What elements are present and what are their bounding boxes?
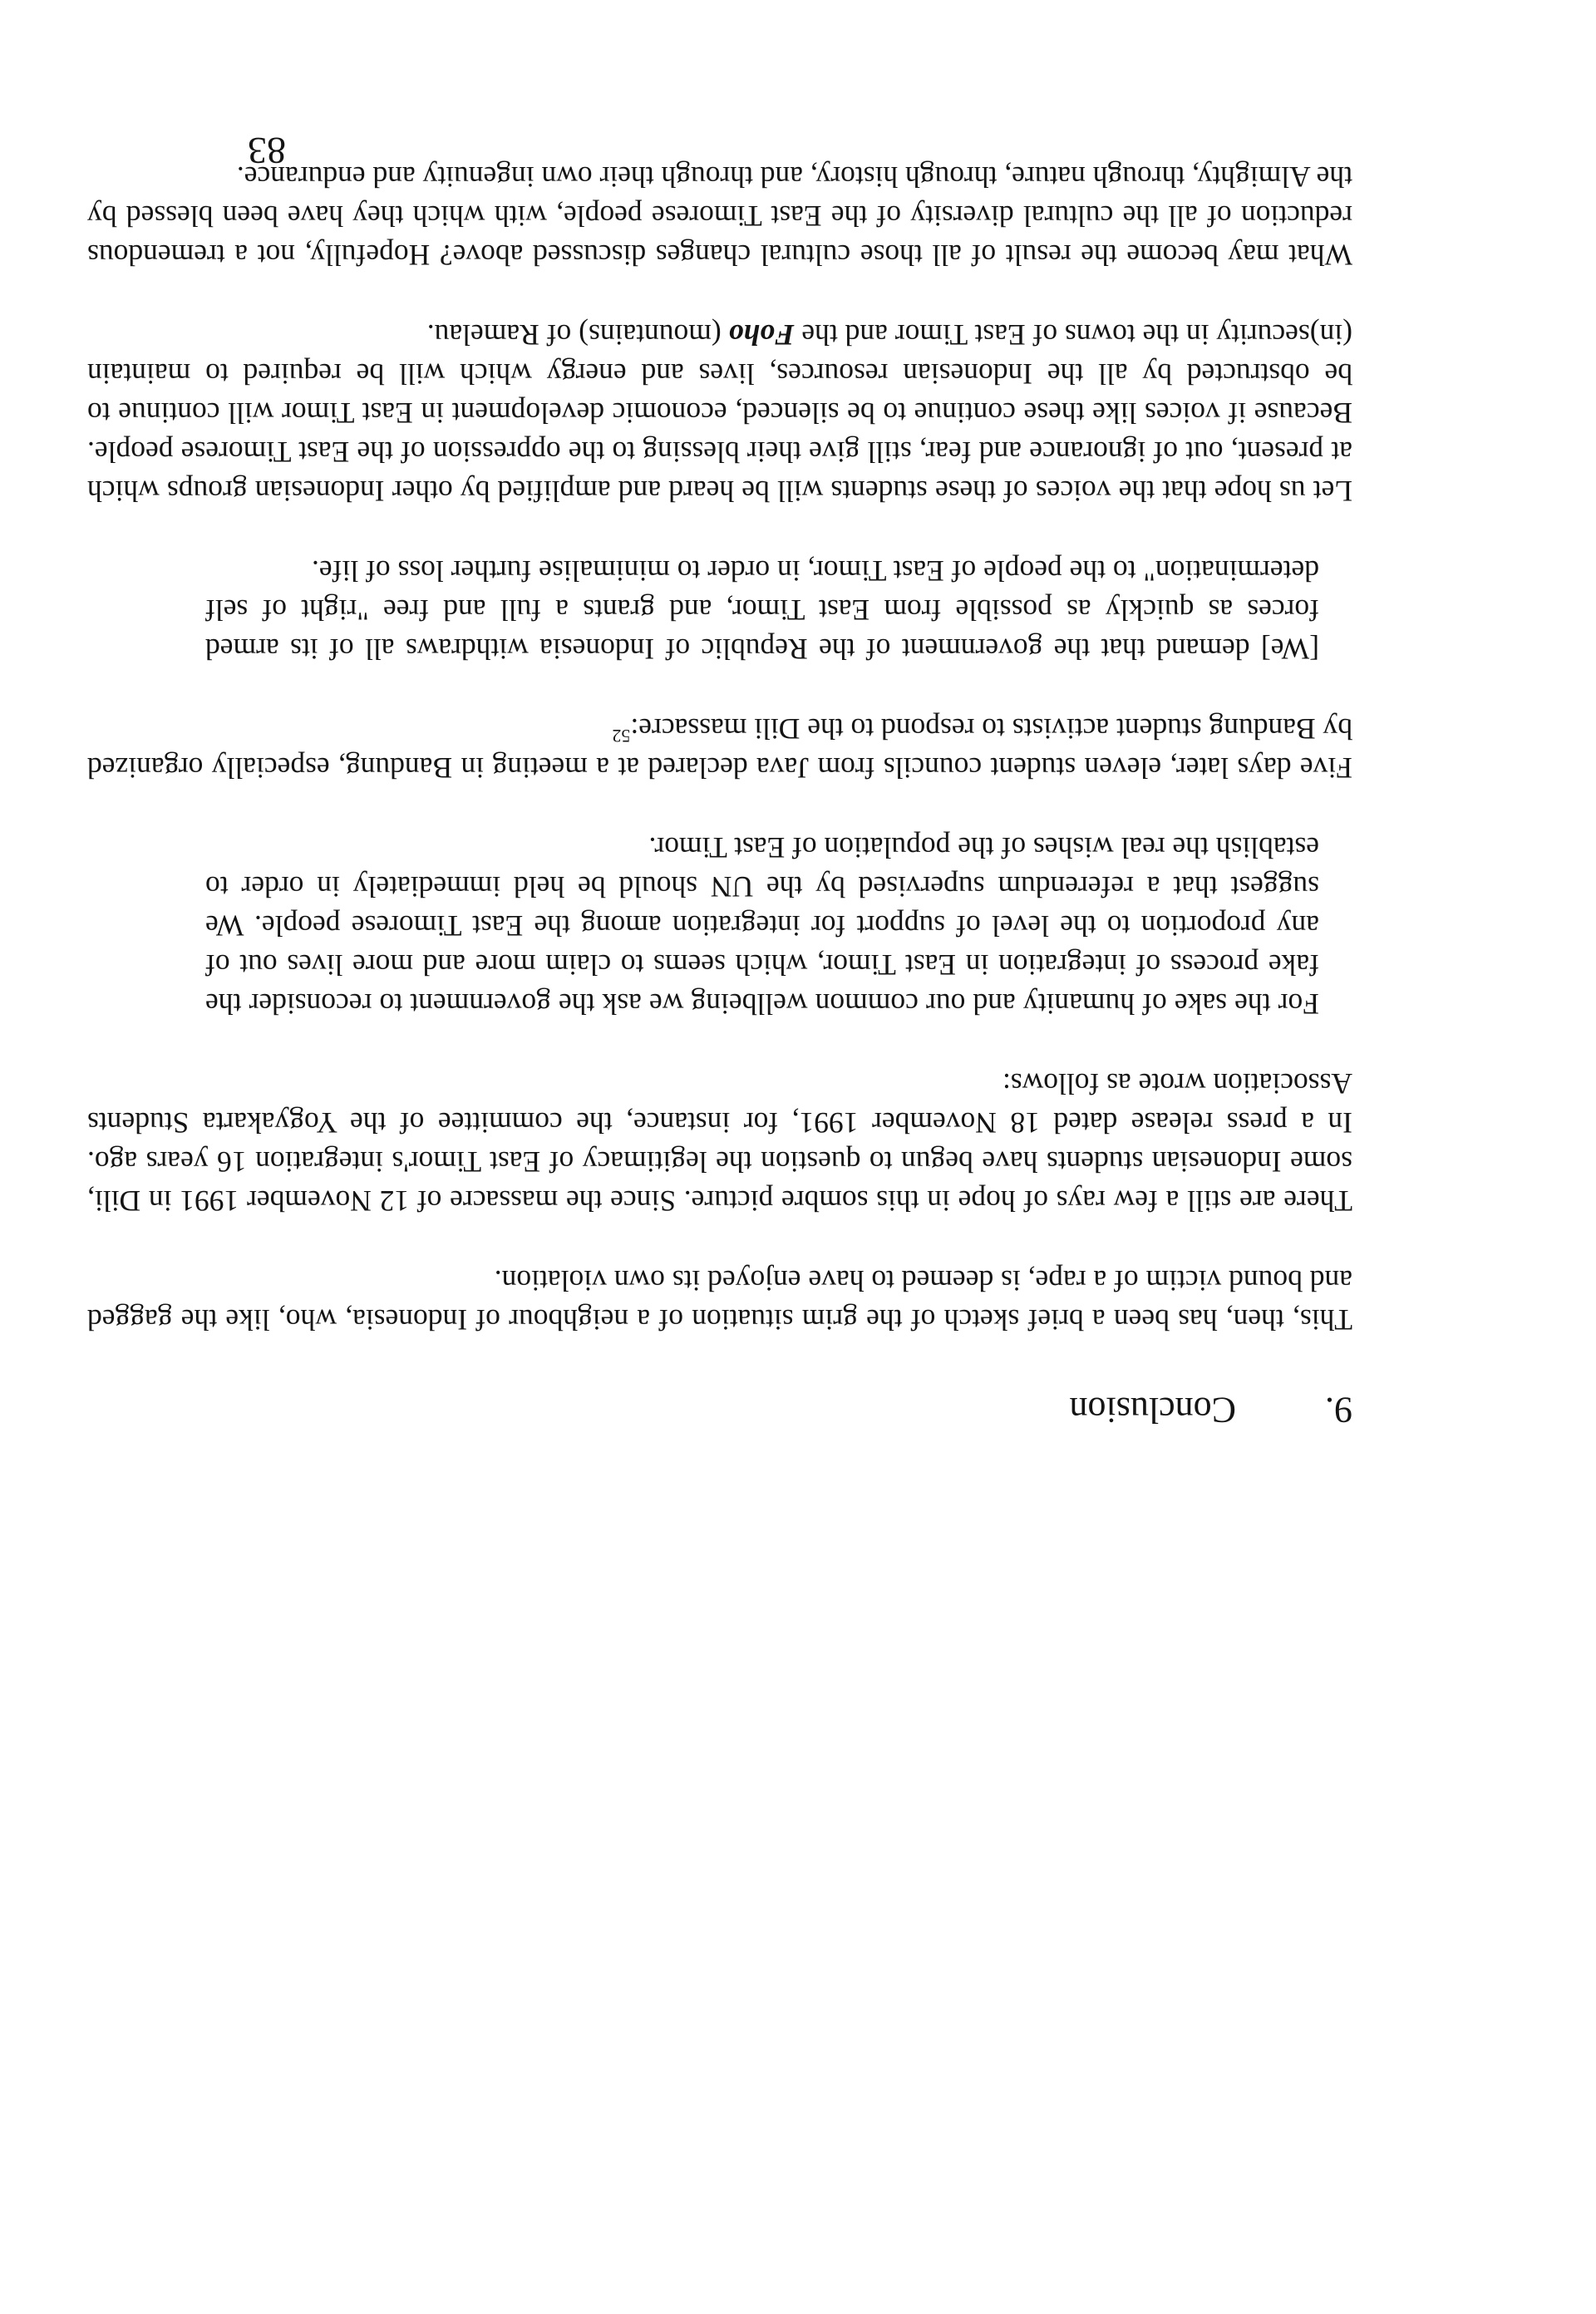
quote-yogyakarta: For the sake of humanity and our common wellbeing we ask the government to reconsider the fake process of integration in East Timor, which seems to claim more and more lives out of any proportion to the level of support for integration among the East Timorese people. We suggest that a referendum supervised by the UN should be held immediately in order to establish the real wishes of the population of East Timor. [205, 831, 1319, 1021]
paragraph-bandung [87, 709, 1352, 787]
paragraph-let-us-hope-text: Let us hope that the voices of these students will be heard and amplified by other Indonesian groups which at present, out of ignorance and fear, still give their blessing to the oppression of the East Timorese people. Because if voices like these continue to be silenced, economic development in East Timor will continue to be obstructed by all the Indonesian resources, lives and energy which will be required to maintain (in)security in the towns of East Timor and the [87, 318, 1352, 508]
section-title: Conclusion [1069, 1390, 1236, 1430]
paragraph-intro: This, then, has been a brief sketch of the grim situation of a neighbour of Indonesia, who, like the gagged and bound victim of a rape, is deemed to have enjoyed its own violation. [87, 1264, 1352, 1337]
paragraph-bandung-text: Five days later, eleven student councils from Java declared at a meeting in Bandung, especially organized by Bandung student activists to respond to the Dili massacre: [87, 712, 1352, 785]
paragraph-let-us-hope [87, 315, 1352, 510]
foho-term: Foho [728, 318, 795, 352]
paragraph-hope: There are still a few rays of hope in this sombre picture. Since the massacre of 12 November 1991 in Dili, some Indonesian students have begun to question the legitimacy of East Timor's integration 16 years ago. In a press release dated 18 November 1991, for instance, the committee of the Yogyakarta Students Association wrote as follows: [87, 1067, 1352, 1218]
section-heading [87, 1389, 1352, 1431]
page-number: 83 [248, 130, 286, 172]
page-body [87, 116, 1352, 1431]
paragraph-cultural-changes: What may become the result of all those cultural changes discussed above? Hopefully, not a tremendous reduction of all the cultural diversity of the East Timorese people, with which they have been blessed by the Almighty, through nature, through history, and through their own ingenuity and endurance. [87, 160, 1352, 272]
section-number: 9. [1325, 1390, 1352, 1430]
quote-bandung: [We] demand that the government of the Republic of Indonesia withdraws all of its armed forces as quickly as possible from East Timor, and grants a full and free "right of self determination" to the people of East Timor, in order to minimalise further loss of life. [205, 554, 1319, 666]
paragraph-let-us-hope-end: (mountains) of Ramelau. [426, 318, 722, 352]
footnote-ref: 52 [612, 725, 631, 746]
